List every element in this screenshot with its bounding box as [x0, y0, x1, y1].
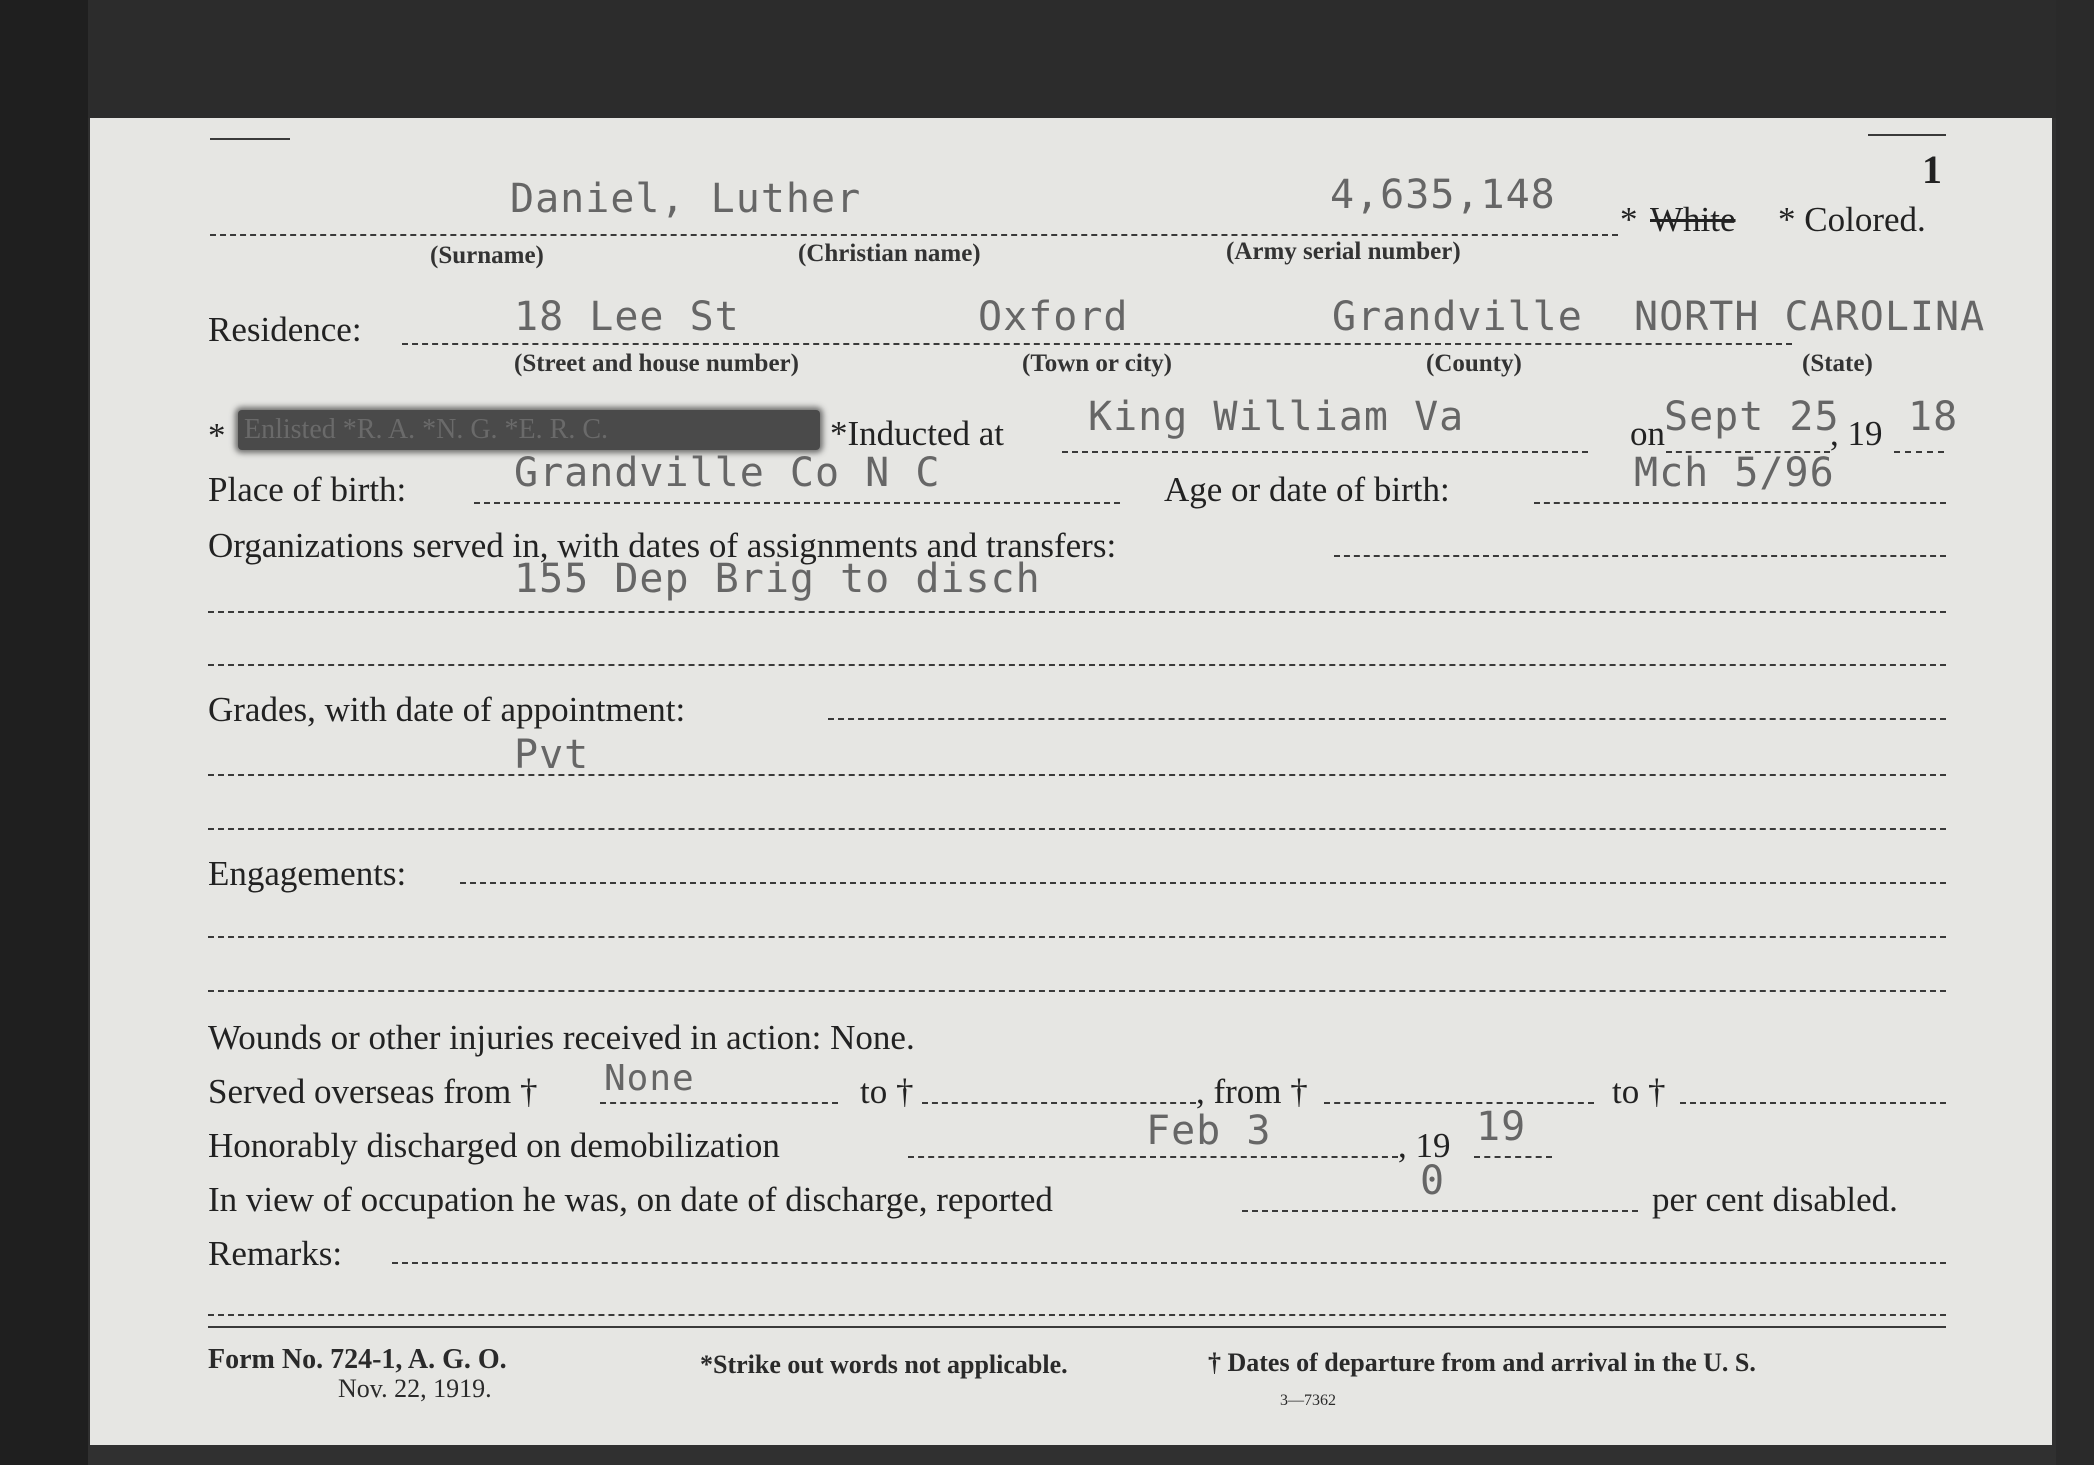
- wounds-label: Wounds or other injuries received in action: None.: [208, 1018, 915, 1057]
- name-line: [210, 234, 1618, 236]
- enlisted-star: *: [208, 416, 226, 455]
- age-label: Age or date of birth:: [1164, 470, 1450, 509]
- christian-name-caption: (Christian name): [798, 240, 981, 267]
- serial-caption: (Army serial number): [1226, 238, 1461, 265]
- inducted-place-value: King William Va: [1088, 394, 1465, 440]
- town-value: Oxford: [978, 294, 1129, 340]
- enlisted-text: Enlisted *R. A. *N. G. *E. R. C.: [244, 414, 609, 445]
- organizations-line-1: [1334, 555, 1946, 557]
- race-white: White: [1650, 200, 1736, 239]
- scanner-background-left: [0, 0, 88, 1465]
- overseas-from-line: [600, 1102, 838, 1104]
- footer-rule: [208, 1326, 1946, 1328]
- name-value: Daniel, Luther: [510, 176, 862, 222]
- discharged-year-line: [1474, 1156, 1552, 1158]
- on-label: on: [1630, 414, 1665, 453]
- organizations-value: 155 Dep Brig to disch: [514, 556, 1041, 602]
- inducted-date-value: Sept 25: [1664, 394, 1840, 440]
- birthplace-label: Place of birth:: [208, 470, 407, 509]
- organizations-label: Organizations served in, with dates of assignments and transfers:: [208, 526, 1117, 565]
- serial-value: 4,635,148: [1330, 172, 1556, 218]
- form-date: Nov. 22, 1919.: [338, 1374, 492, 1403]
- grades-value: Pvt: [514, 732, 590, 778]
- street-caption: (Street and house number): [514, 350, 799, 377]
- overseas-to-label-1: to †: [860, 1072, 914, 1111]
- print-code: 3—7362: [1280, 1392, 1336, 1409]
- overseas-to-line-1: [922, 1102, 1196, 1104]
- grades-line-2: [208, 774, 1946, 776]
- engagements-line-2: [208, 936, 1946, 938]
- inducted-label: *Inducted at: [830, 414, 1004, 453]
- organizations-line-3: [208, 664, 1946, 666]
- disabled-suffix: per cent disabled.: [1652, 1180, 1898, 1219]
- street-value: 18 Lee St: [514, 294, 740, 340]
- overseas-from-label: , from †: [1196, 1072, 1308, 1111]
- top-right-rule: [1868, 134, 1946, 136]
- race-colored: * Colored.: [1778, 200, 1926, 239]
- inducted-year-prefix: , 19: [1830, 414, 1883, 453]
- discharged-year-prefix: , 19: [1398, 1126, 1451, 1165]
- grades-line-3: [208, 828, 1946, 830]
- form-number: Form No. 724-1, A. G. O.: [208, 1344, 507, 1375]
- state-caption: (State): [1802, 350, 1873, 377]
- redacted-enlisted-block: [238, 410, 820, 450]
- overseas-to-line-2: [1680, 1102, 1946, 1104]
- occupation-label: In view of occupation he was, on date of discharge, reported: [208, 1180, 1053, 1219]
- remarks-line-2: [208, 1314, 1946, 1316]
- disabled-line: [1242, 1210, 1638, 1212]
- dates-note: † Dates of departure from and arrival in the U. S.: [1208, 1348, 1756, 1377]
- discharged-year-value: 19: [1476, 1104, 1527, 1150]
- race-prefix: *: [1620, 200, 1638, 239]
- residence-line: [402, 343, 1792, 345]
- overseas-label: Served overseas from †: [208, 1072, 538, 1111]
- age-value: Mch 5/96: [1634, 450, 1835, 496]
- engagements-line-1: [460, 882, 1946, 884]
- inducted-place-line: [1062, 451, 1588, 453]
- scanner-background-right: [2056, 0, 2094, 1465]
- discharged-date-value: Feb 3: [1146, 1108, 1272, 1154]
- engagements-line-3: [208, 990, 1946, 992]
- county-caption: (County): [1426, 350, 1522, 377]
- top-left-rule: [210, 138, 290, 140]
- service-record-card: [90, 118, 2052, 1445]
- inducted-year-value: 18: [1908, 394, 1959, 440]
- card-number: 1: [1922, 147, 1942, 192]
- grades-label: Grades, with date of appointment:: [208, 690, 686, 729]
- overseas-from-line-2: [1324, 1102, 1594, 1104]
- remarks-line-1: [392, 1262, 1946, 1264]
- strike-note: *Strike out words not applicable.: [700, 1350, 1068, 1379]
- state-value: NORTH CAROLINA: [1634, 294, 1986, 340]
- discharged-date-line: [908, 1156, 1398, 1158]
- birthplace-line: [474, 502, 1120, 504]
- discharged-label: Honorably discharged on demobilization: [208, 1126, 780, 1165]
- age-line: [1534, 502, 1946, 504]
- engagements-label: Engagements:: [208, 854, 407, 893]
- remarks-label: Remarks:: [208, 1234, 343, 1273]
- overseas-value: None: [604, 1058, 695, 1099]
- grades-line-1: [828, 718, 1946, 720]
- scanner-background-top: [0, 0, 2094, 118]
- surname-caption: (Surname): [430, 242, 544, 269]
- town-caption: (Town or city): [1022, 350, 1172, 377]
- organizations-line-2: [208, 611, 1946, 613]
- county-value: Grandville: [1332, 294, 1583, 340]
- overseas-to-label-2: to †: [1612, 1072, 1666, 1111]
- disabled-value: 0: [1420, 1158, 1446, 1204]
- birthplace-value: Grandville Co N C: [514, 450, 941, 496]
- inducted-year-line: [1894, 451, 1944, 453]
- residence-label: Residence:: [208, 310, 362, 349]
